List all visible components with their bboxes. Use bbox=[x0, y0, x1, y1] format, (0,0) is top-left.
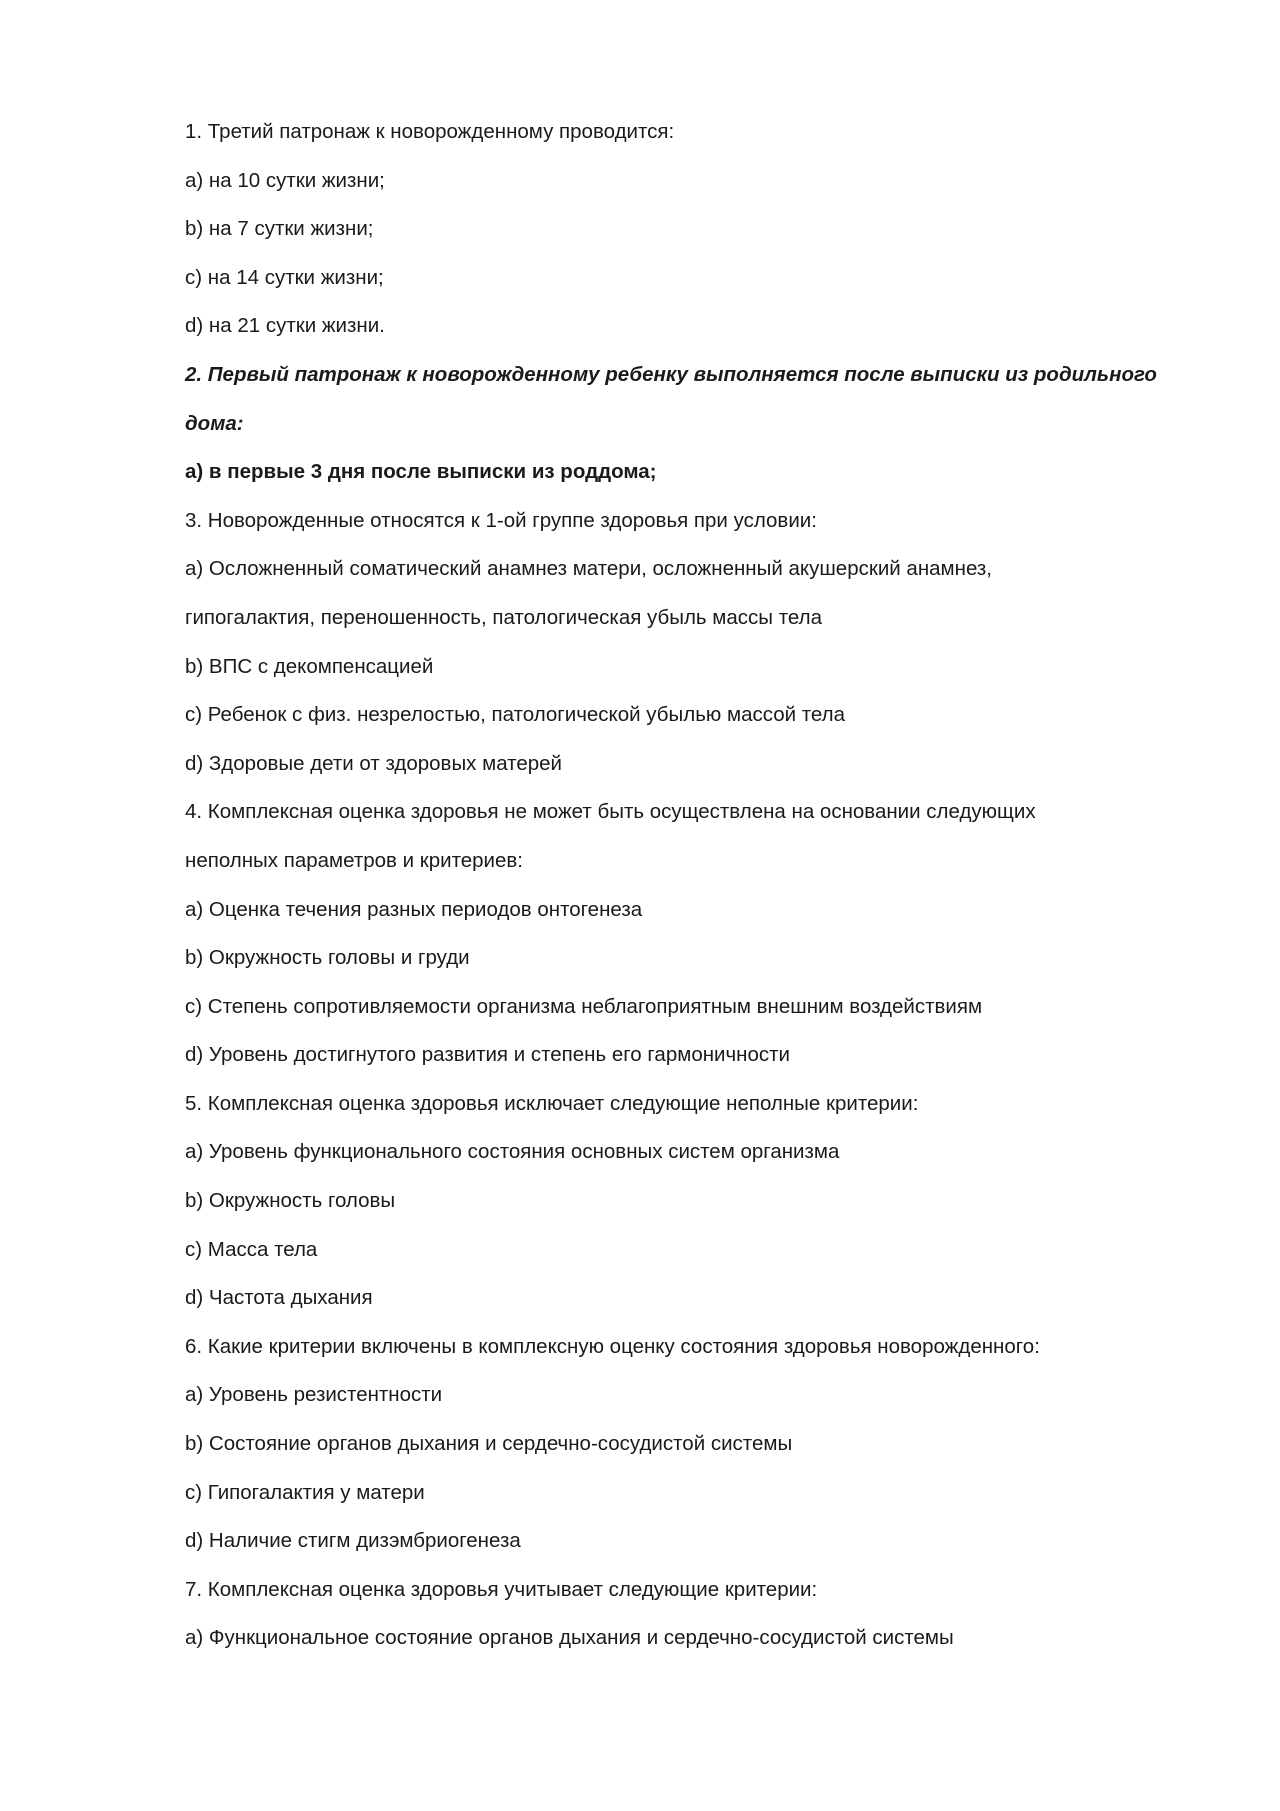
question-5-option-d: d) Частота дыхания bbox=[185, 1286, 373, 1310]
question-3-option-a-continued: гипогалактия, переношенность, патологическая убыль массы тела bbox=[185, 605, 822, 629]
question-4: 4. Комплексная оценка здоровья не может быть осуществлена на основании следующих bbox=[185, 800, 1036, 824]
question-7: 7. Комплексная оценка здоровья учитывает следующие критерии: bbox=[185, 1577, 818, 1601]
question-6-option-d: d) Наличие стигм дизэмбриогенеза bbox=[185, 1529, 521, 1553]
question-4-option-b: b) Окружность головы и груди bbox=[185, 946, 470, 970]
document-body bbox=[185, 120, 1185, 1675]
question-2-continued: дома: bbox=[185, 411, 244, 435]
question-5: 5. Комплексная оценка здоровья исключает следующие неполные критерии: bbox=[185, 1091, 919, 1115]
question-2: 2. Первый патронаж к новорожденному ребенку выполняется после выписки из родильного bbox=[185, 362, 1157, 386]
question-6: 6. Какие критерии включены в комплексную оценку состояния здоровья новорожденного: bbox=[185, 1334, 1040, 1358]
question-4-option-d: d) Уровень достигнутого развития и степень его гармоничности bbox=[185, 1043, 790, 1067]
question-4-option-a: a) Оценка течения разных периодов онтогенеза bbox=[185, 897, 643, 921]
question-6-option-b: b) Состояние органов дыхания и сердечно-сосудистой системы bbox=[185, 1432, 793, 1456]
question-1-option-c: c) на 14 сутки жизни; bbox=[185, 265, 384, 289]
question-4-continued: неполных параметров и критериев: bbox=[185, 848, 523, 872]
question-7-option-a: a) Функциональное состояние органов дыхания и сердечно-сосудистой системы bbox=[185, 1626, 954, 1650]
question-6-option-c: c) Гипогалактия у матери bbox=[185, 1480, 425, 1504]
question-1-option-b: b) на 7 сутки жизни; bbox=[185, 217, 374, 241]
question-3-option-c: c) Ребенок с физ. незрелостью, патологической убылью массой тела bbox=[185, 703, 845, 727]
question-1-option-d: d) на 21 сутки жизни. bbox=[185, 314, 385, 338]
question-5-option-c: c) Масса тела bbox=[185, 1237, 318, 1261]
question-1: 1. Третий патронаж к новорожденному проводится: bbox=[185, 120, 675, 143]
question-3: 3. Новорожденные относятся к 1-ой группе здоровья при условии: bbox=[185, 508, 817, 532]
question-2-answer-a: a) в первые 3 дня после выписки из роддома; bbox=[185, 460, 657, 484]
question-5-option-a: a) Уровень функционального состояния основных систем организма bbox=[185, 1140, 840, 1164]
question-1-option-a: a) на 10 сутки жизни; bbox=[185, 168, 385, 192]
question-5-option-b: b) Окружность головы bbox=[185, 1189, 396, 1213]
question-4-option-c: c) Степень сопротивляемости организма неблагоприятным внешним воздействиям bbox=[185, 994, 983, 1018]
question-6-option-a: a) Уровень резистентности bbox=[185, 1383, 443, 1407]
question-3-option-d: d) Здоровые дети от здоровых матерей bbox=[185, 751, 562, 775]
question-3-option-a: a) Осложненный соматический анамнез матери, осложненный акушерский анамнез, bbox=[185, 557, 993, 581]
question-3-option-b: b) ВПС с декомпенсацией bbox=[185, 654, 434, 678]
